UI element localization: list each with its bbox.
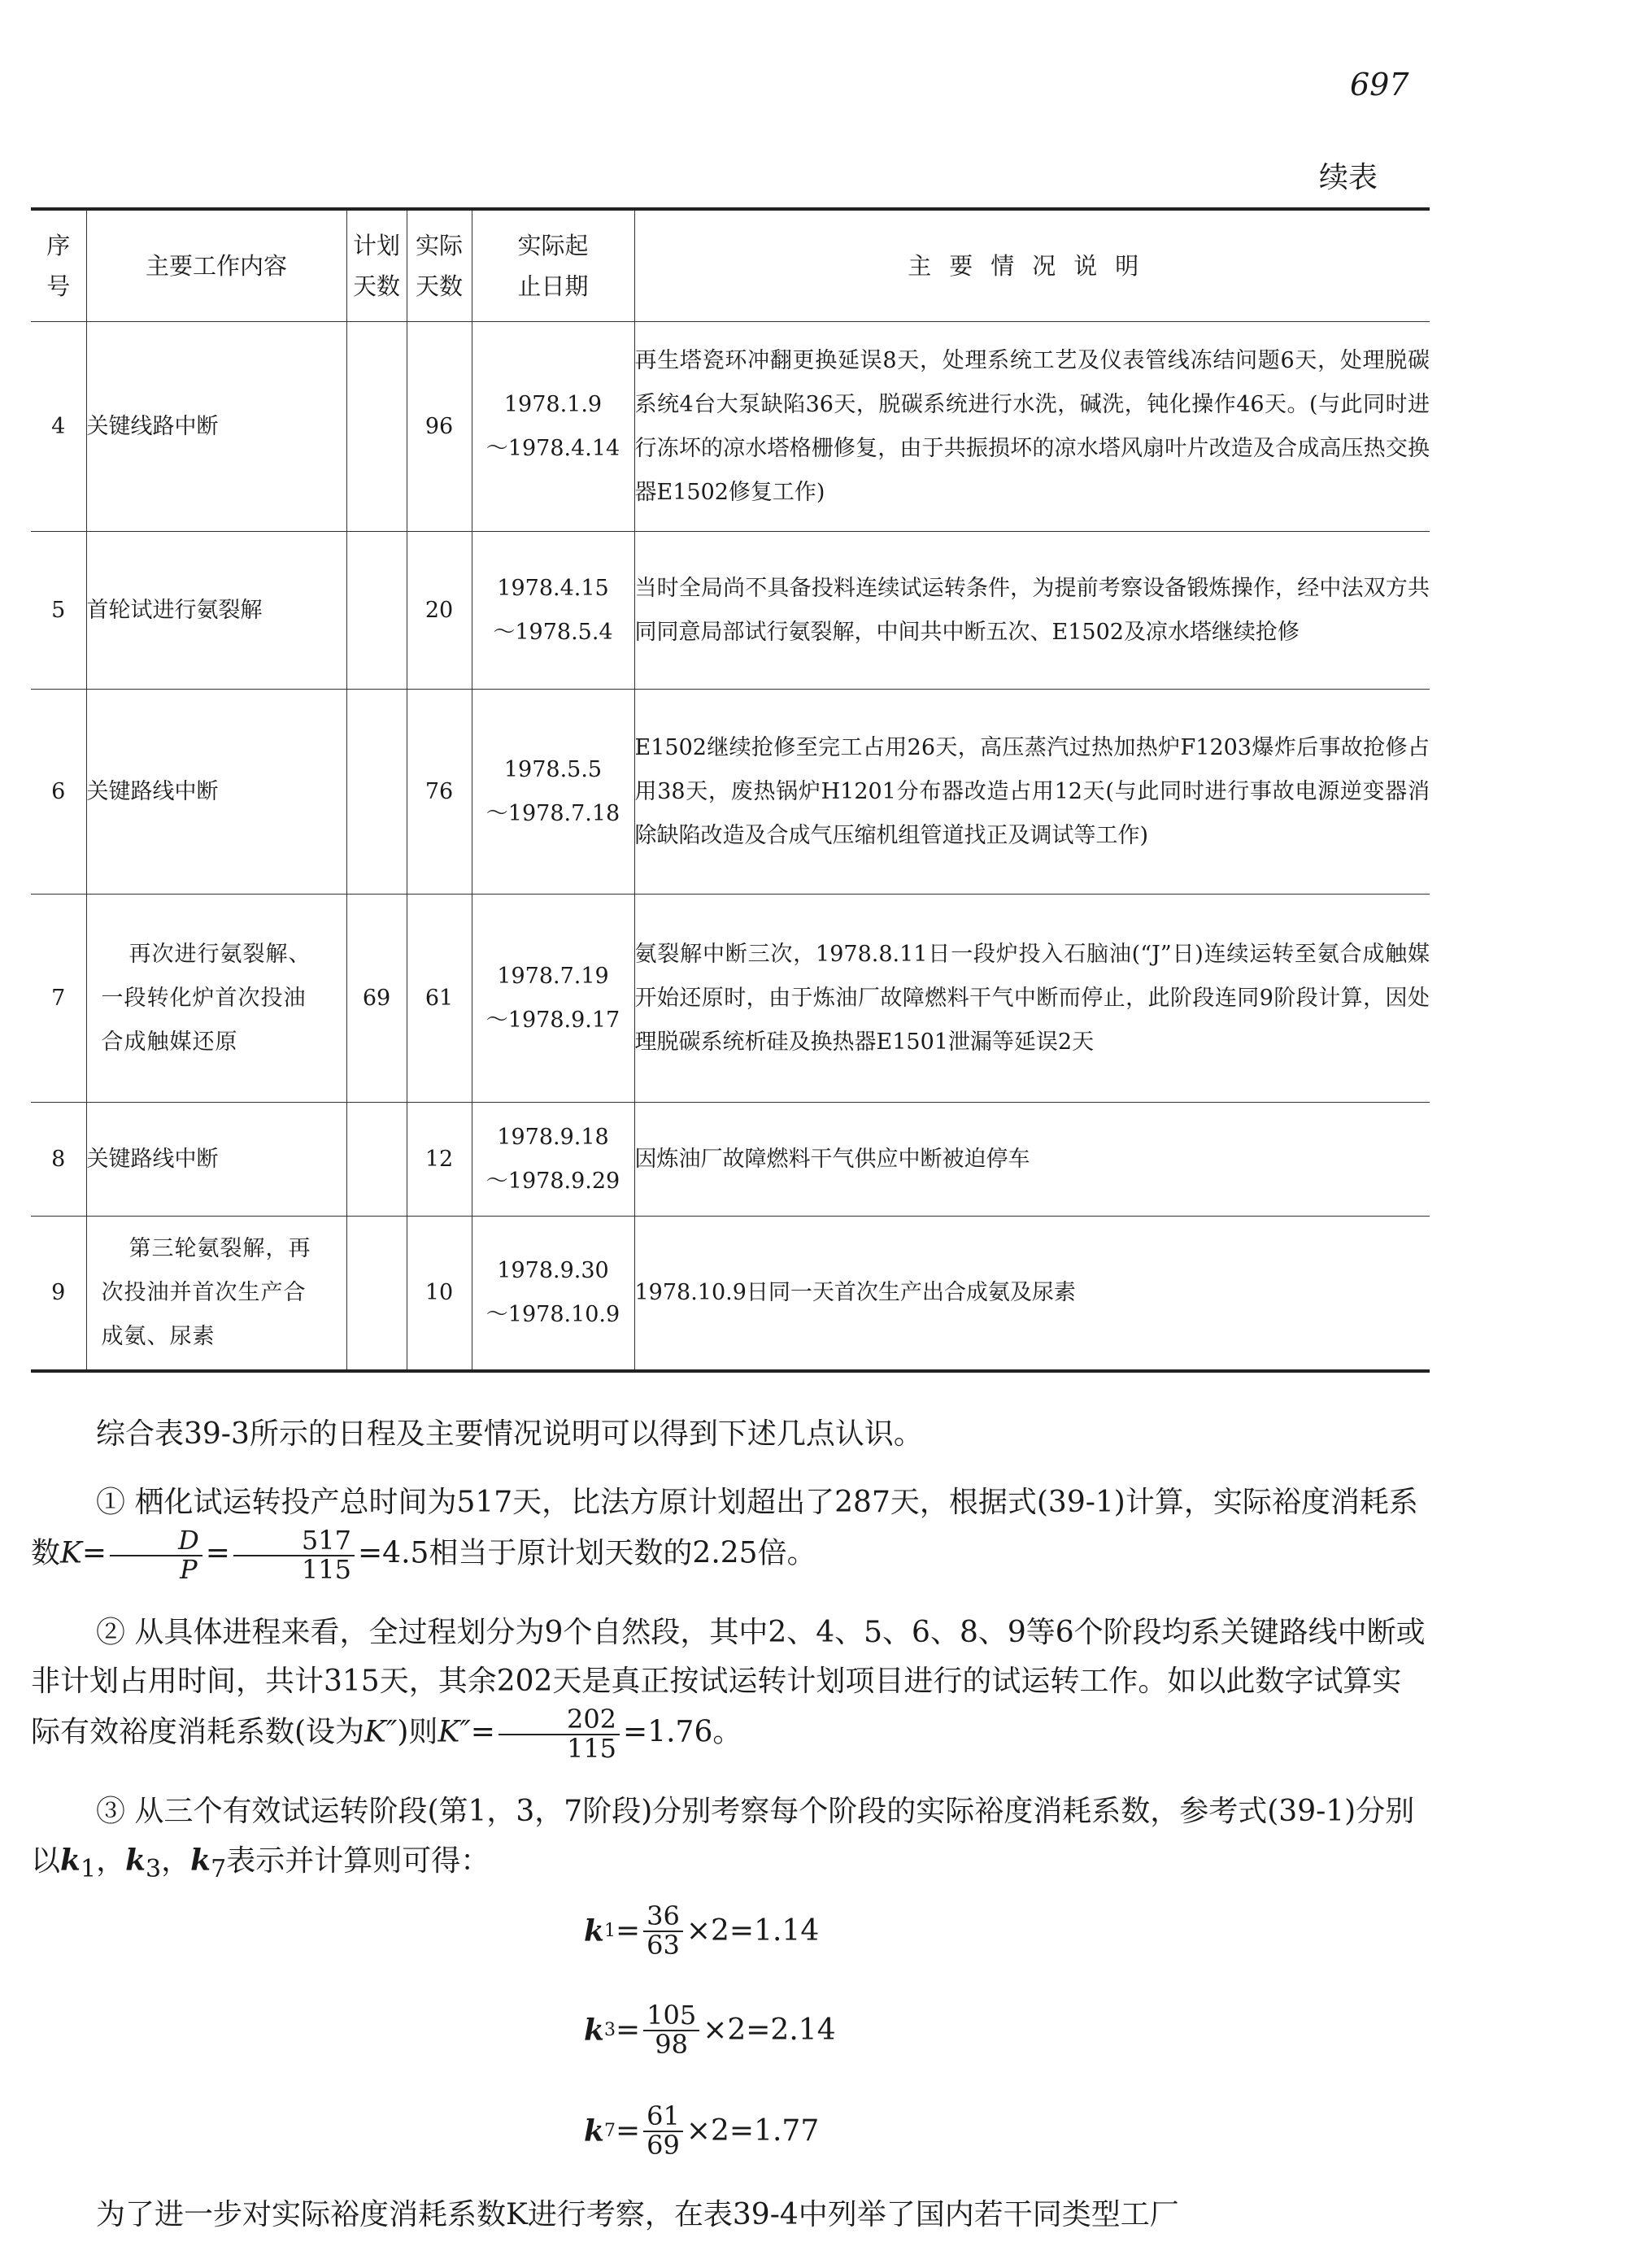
row-dates: 1978.1.9 ～1978.4.14 (472, 322, 634, 532)
row-plan (346, 690, 407, 895)
row-plan (346, 1217, 407, 1371)
header-plan: 计划 天数 (346, 209, 407, 322)
row-plan (346, 322, 407, 532)
row-actual: 61 (407, 895, 472, 1103)
row-task: 再次进行氨裂解、 一段转化炉首次投油 合成触媒还原 (86, 895, 346, 1103)
continued-label: 续表 (1319, 161, 1378, 194)
header-num: 序 号 (31, 209, 86, 322)
row-plan (346, 532, 407, 690)
row-task: 关键线路中断 (86, 322, 346, 532)
table-row (31, 895, 1430, 1103)
row-num: 6 (31, 690, 86, 895)
row-num: 8 (31, 1103, 86, 1217)
row-dates: 1978.7.19 ～1978.9.17 (472, 895, 634, 1103)
row-plan (346, 1103, 407, 1217)
row-desc: 当时全局尚不具备投料连续试运转条件，为提前考察设备锻炼操作，经中法双方共同同意局部试行氨裂解，中间共中断五次、E1502及凉水塔继续抢修 (634, 532, 1430, 690)
paragraph-point-2: ② 从具体进程来看，全过程划分为9个自然段，其中2、4、5、6、8、9等6个阶段均系关键路线中断或非计划占用时间，共计315天，其余202天是真正按试运转计划项目进行的试运转工作。如以此数字试算实际有效裕度消耗系数(设为K″)则K″= $\frac{202}{115}$ =1.76。 (31, 1616, 1426, 1764)
header-desc: 主要情况说明 (634, 209, 1430, 322)
formula-k3: k 3 = $\frac{105}{98}$ ×2=2.14 (584, 2000, 836, 2060)
row-dates: 1978.9.18 ～1978.9.29 (472, 1103, 634, 1217)
paragraph-point-1: ① 栖化试运转投产总时间为517天，比法方原计划超出了287天，根据式(39-1)计算，实际裕度消耗系数K= $\frac{D}{P}$ = $\frac{517}{115}$ =4.5相当于原计划天数的2.25倍。 (31, 1486, 1418, 1585)
row-desc: 再生塔瓷环冲翻更换延误8天，处理系统工艺及仪表管线冻结问题6天，处理脱碳系统4台大泵缺陷36天，脱碳系统进行水洗，碱洗，钝化操作46天。(与此同时进行冻坏的凉水塔格栅修复，由于共振损坏的凉水塔风扇叶片改造及合成高压热交换器E1502修复工作) (634, 322, 1430, 532)
row-dates: 1978.5.5 ～1978.7.18 (472, 690, 634, 895)
row-num: 9 (31, 1217, 86, 1371)
paragraph-point-3: ③ 从三个有效试运转阶段(第1，3，7阶段)分别考察每个阶段的实际裕度消耗系数，参考式(39-1)分别以$k_1$，$k_3$，$k_7$表示并计算则可得： (31, 1795, 1415, 1884)
fraction-d-over-p: $\frac{D}{P}$ (110, 1527, 202, 1583)
row-task: 第三轮氨裂解，再 次投油并首次生产合 成氨、尿素 (86, 1217, 346, 1371)
fraction-517-over-115: $\frac{517}{115}$ (233, 1527, 355, 1583)
row-task: 首轮试进行氨裂解 (86, 532, 346, 690)
row-desc: E1502继续抢修至完工占用26天，高压蒸汽过热加热炉F1203爆炸后事故抢修占用38天，废热锅炉H1201分布器改造占用12天(与此同时进行事故电源逆变器消除缺陷改造及合成气压缩机组管道找正及调试等工作) (634, 690, 1430, 895)
paragraph-intro: 综合表39-3所示的日程及主要情况说明可以得到下述几点认识。 (96, 1417, 923, 1451)
page-number: 697 (1350, 67, 1409, 102)
table-row (31, 1217, 1430, 1371)
schedule-table (31, 207, 1430, 1373)
row-actual: 76 (407, 690, 472, 895)
row-task: 关键路线中断 (86, 690, 346, 895)
row-actual: 12 (407, 1103, 472, 1217)
table-row (31, 532, 1430, 690)
table-row (31, 1103, 1430, 1217)
fraction-202-over-115: $\frac{202}{115}$ (499, 1706, 620, 1762)
row-desc: 因炼油厂故障燃料干气供应中断被迫停车 (634, 1103, 1430, 1217)
row-actual: 20 (407, 532, 472, 690)
row-dates: 1978.4.15 ～1978.5.4 (472, 532, 634, 690)
row-num: 5 (31, 532, 86, 690)
header-dates: 实际起 止日期 (472, 209, 634, 322)
row-plan: 69 (346, 895, 407, 1103)
table-header-row (31, 209, 1430, 322)
formula-k1: k 1 = $\frac{36}{63}$ ×2=1.14 (584, 1900, 820, 1961)
paragraph-last: 为了进一步对实际裕度消耗系数K进行考察，在表39-4中列举了国内若干同类型工厂 (96, 2198, 1179, 2231)
row-num: 4 (31, 322, 86, 532)
table-row (31, 690, 1430, 895)
row-desc: 氨裂解中断三次，1978.8.11日一段炉投入石脑油(“J”日)连续运转至氨合成触媒开始还原时，由于炼油厂故障燃料干气中断而停止，此阶段连同9阶段计算，因处理脱碳系统析硅及换热器E1501泄漏等延误2天 (634, 895, 1430, 1103)
row-actual: 10 (407, 1217, 472, 1371)
header-task: 主要工作内容 (86, 209, 346, 322)
row-task: 关键路线中断 (86, 1103, 346, 1217)
header-actual: 实际 天数 (407, 209, 472, 322)
row-num: 7 (31, 895, 86, 1103)
row-dates: 1978.9.30 ～1978.10.9 (472, 1217, 634, 1371)
formula-k7: k 7 = $\frac{61}{69}$ ×2=1.77 (584, 2100, 820, 2161)
row-desc: 1978.10.9日同一天首次生产出合成氨及尿素 (634, 1217, 1430, 1371)
row-actual: 96 (407, 322, 472, 532)
table-row (31, 322, 1430, 532)
